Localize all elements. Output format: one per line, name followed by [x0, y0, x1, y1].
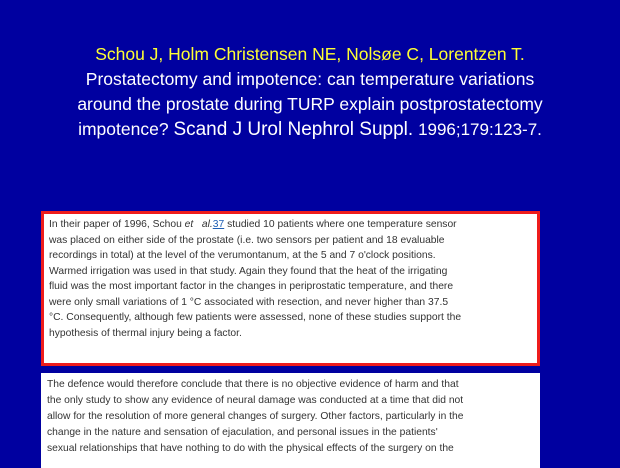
excerpt-line: sexual relationships that have nothing to do with the physical effects of the surgery on the	[47, 443, 454, 454]
excerpt-italic-et: et	[184, 219, 194, 230]
citation-title-line-1: Prostatectomy and impotence: can temperature variations	[85, 69, 535, 89]
citation-title-line-3	[30, 117, 590, 142]
citation-volume: 1996;179:123-7.	[418, 120, 542, 139]
continued-excerpt	[41, 373, 540, 468]
excerpt-line: recordings in total) at the level of the verumontanum, at the 5 and 7 o'clock positions.	[49, 250, 436, 261]
excerpt-line: change in the nature and sensation of ejaculation, and personal issues in the patients'	[47, 427, 438, 438]
highlighted-excerpt	[41, 211, 540, 366]
excerpt-line: °C. Consequently, although few patients were assessed, none of these studies support the	[49, 312, 462, 323]
excerpt-text: studied 10 patients where one temperature sensor	[224, 219, 457, 230]
excerpt-line: the only study to show any evidence of neural damage was conducted at a time that did not	[47, 395, 464, 406]
excerpt-line: Warmed irrigation was used in that study. Again they found that the heat of the irrigating	[49, 265, 448, 277]
reference-link-37[interactable]: 37	[212, 219, 225, 230]
citation-title-end: impotence?	[78, 119, 169, 139]
citation-authors: Schou J, Holm Christensen NE, Nolsøe C, Lorentzen T.	[95, 44, 525, 64]
excerpt-line: fluid was the most important factor in the changes in periprostatic temperature, and there	[49, 281, 454, 292]
excerpt-text: In their paper of 1996, Schou	[49, 219, 185, 230]
citation-title-line-2: around the prostate during TURP explain postprostatectomy	[77, 94, 543, 114]
excerpt-line: The defence would therefore conclude that there is no objective evidence of harm and that	[47, 379, 459, 390]
excerpt-line: were only small variations of 1 °C associated with resection, and never higher than 37.5	[49, 296, 449, 308]
excerpt-line	[49, 217, 532, 233]
citation-block	[30, 42, 590, 142]
excerpt-italic-al: al.	[201, 219, 213, 230]
excerpt-line: allow for the resolution of more general changes of surgery. Other factors, particularly in the	[47, 411, 464, 422]
excerpt-line: was placed on either side of the prostate (i.e. two sensors per patient and 18 evaluable	[49, 234, 445, 246]
citation-journal: Scand J Urol Nephrol Suppl.	[173, 119, 414, 140]
excerpt-line: hypothesis of thermal injury being a factor.	[49, 327, 242, 339]
